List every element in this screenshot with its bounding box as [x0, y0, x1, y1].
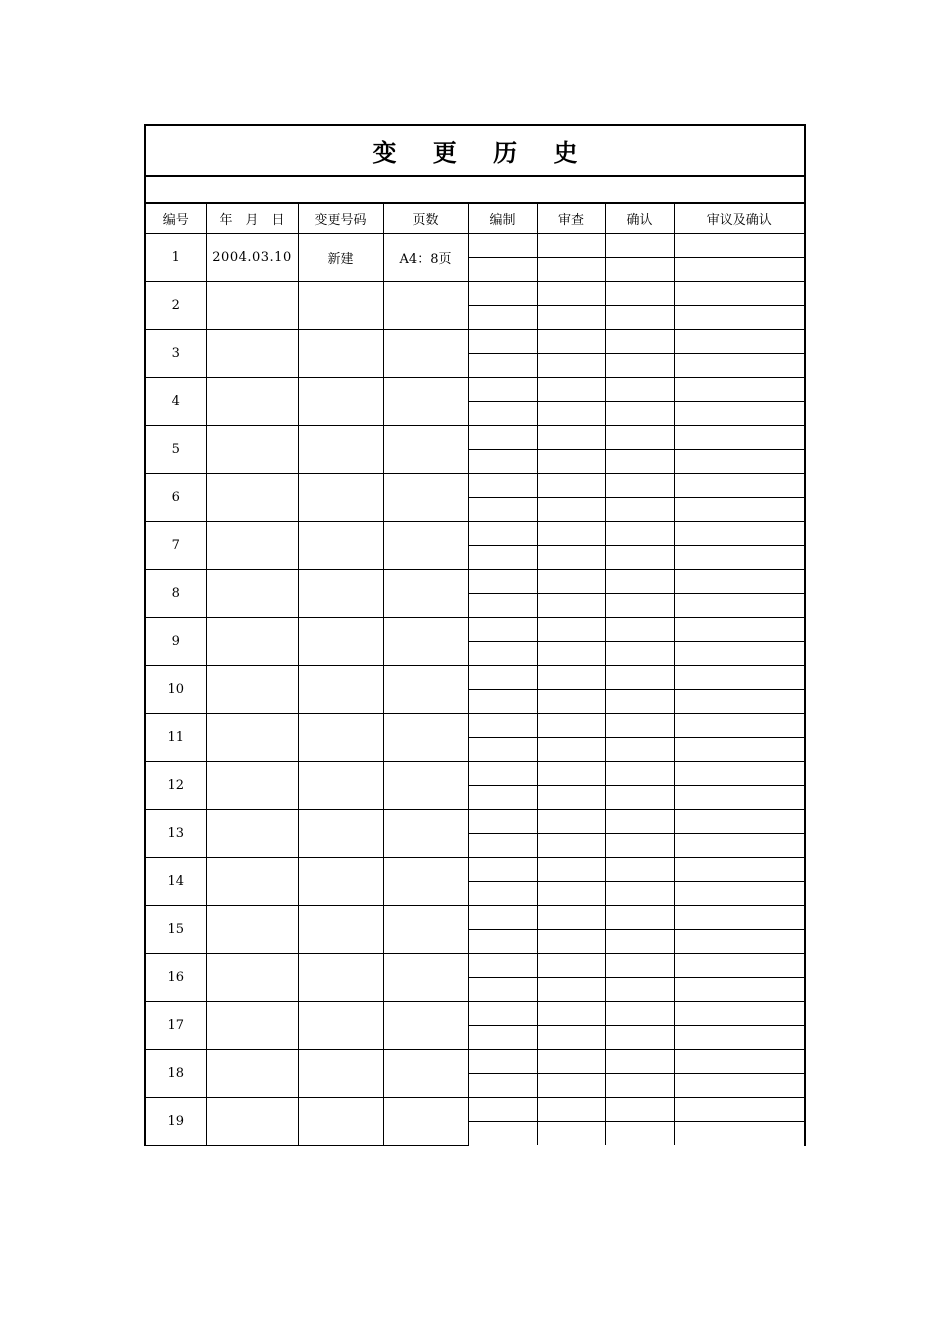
prepared-cell[interactable] [468, 977, 537, 1001]
reviewed-cell[interactable] [537, 833, 605, 857]
approval-cell[interactable] [674, 281, 804, 305]
reviewed-cell[interactable] [537, 521, 605, 545]
prepared-cell[interactable] [468, 953, 537, 977]
confirmed-cell[interactable] [605, 281, 674, 305]
date-cell[interactable] [206, 761, 298, 809]
reviewed-cell[interactable] [537, 641, 605, 665]
pages-cell[interactable] [383, 665, 468, 713]
approval-cell[interactable] [674, 833, 804, 857]
date-cell[interactable] [206, 617, 298, 665]
reviewed-cell[interactable] [537, 473, 605, 497]
confirmed-cell[interactable] [605, 1097, 674, 1121]
change-number-cell[interactable] [298, 953, 383, 1001]
pages-cell[interactable] [383, 473, 468, 521]
change-history-table [146, 204, 804, 1146]
prepared-cell[interactable] [468, 425, 537, 449]
pages-cell[interactable] [383, 809, 468, 857]
confirmed-cell[interactable] [605, 545, 674, 569]
change-number-cell[interactable] [298, 809, 383, 857]
approval-cell[interactable] [674, 809, 804, 833]
reviewed-cell[interactable] [537, 545, 605, 569]
number-cell[interactable]: 12 [146, 761, 206, 809]
header-confirmed: 确认 [605, 204, 674, 233]
number-cell[interactable]: 15 [146, 905, 206, 953]
prepared-cell[interactable] [468, 233, 537, 257]
reviewed-cell[interactable] [537, 497, 605, 521]
confirmed-cell[interactable] [605, 257, 674, 281]
confirmed-cell[interactable] [605, 809, 674, 833]
pages-cell[interactable] [383, 521, 468, 569]
approval-cell[interactable] [674, 521, 804, 545]
pages-cell[interactable] [383, 953, 468, 1001]
number-cell[interactable]: 9 [146, 617, 206, 665]
table-row [146, 233, 804, 257]
confirmed-cell[interactable] [605, 857, 674, 881]
pages-cell[interactable] [383, 425, 468, 473]
prepared-cell[interactable] [468, 905, 537, 929]
confirmed-cell[interactable] [605, 1121, 674, 1145]
confirmed-cell[interactable] [605, 401, 674, 425]
reviewed-cell[interactable] [537, 689, 605, 713]
approval-cell[interactable] [674, 473, 804, 497]
header-date: 年 月 日 [206, 204, 298, 233]
prepared-cell[interactable] [468, 857, 537, 881]
approval-cell[interactable] [674, 713, 804, 737]
prepared-cell[interactable] [468, 1049, 537, 1073]
change-number-cell[interactable] [298, 1097, 383, 1145]
prepared-cell[interactable] [468, 521, 537, 545]
confirmed-cell[interactable] [605, 1025, 674, 1049]
approval-cell[interactable] [674, 785, 804, 809]
pages-cell[interactable]: A4：8页 [383, 233, 468, 281]
reviewed-cell[interactable] [537, 449, 605, 473]
confirmed-cell[interactable] [605, 377, 674, 401]
prepared-cell[interactable] [468, 497, 537, 521]
change-number-cell[interactable] [298, 473, 383, 521]
approval-cell[interactable] [674, 665, 804, 689]
reviewed-cell[interactable] [537, 1025, 605, 1049]
approval-cell[interactable] [674, 1025, 804, 1049]
number-cell[interactable]: 2 [146, 281, 206, 329]
reviewed-cell[interactable] [537, 401, 605, 425]
change-number-cell[interactable] [298, 329, 383, 377]
confirmed-cell[interactable] [605, 665, 674, 689]
approval-cell[interactable] [674, 1121, 804, 1145]
reviewed-cell[interactable] [537, 233, 605, 257]
header-pages: 页数 [383, 204, 468, 233]
confirmed-cell[interactable] [605, 713, 674, 737]
prepared-cell[interactable] [468, 281, 537, 305]
approval-cell[interactable] [674, 953, 804, 977]
confirmed-cell[interactable] [605, 785, 674, 809]
number-cell[interactable]: 14 [146, 857, 206, 905]
table-row [146, 1049, 804, 1073]
blank-row [146, 177, 804, 204]
confirmed-cell[interactable] [605, 617, 674, 641]
pages-cell[interactable] [383, 905, 468, 953]
header-row [146, 204, 804, 233]
reviewed-cell[interactable] [537, 593, 605, 617]
confirmed-cell[interactable] [605, 593, 674, 617]
change-number-cell[interactable] [298, 713, 383, 761]
table-row [146, 521, 804, 545]
approval-cell[interactable] [674, 977, 804, 1001]
prepared-cell[interactable] [468, 689, 537, 713]
approval-cell[interactable] [674, 761, 804, 785]
reviewed-cell[interactable] [537, 857, 605, 881]
date-cell[interactable] [206, 473, 298, 521]
number-cell[interactable]: 17 [146, 1001, 206, 1049]
approval-cell[interactable] [674, 641, 804, 665]
form-title: 变 更 历 史 [146, 126, 804, 177]
reviewed-cell[interactable] [537, 905, 605, 929]
table-row [146, 1001, 804, 1025]
header-change-number: 变更号码 [298, 204, 383, 233]
reviewed-cell[interactable] [537, 1073, 605, 1097]
confirmed-cell[interactable] [605, 473, 674, 497]
change-number-cell[interactable]: 新建 [298, 233, 383, 281]
prepared-cell[interactable] [468, 569, 537, 593]
prepared-cell[interactable] [468, 833, 537, 857]
change-number-cell[interactable] [298, 1049, 383, 1097]
prepared-cell[interactable] [468, 785, 537, 809]
approval-cell[interactable] [674, 1097, 804, 1121]
reviewed-cell[interactable] [537, 305, 605, 329]
pages-cell[interactable] [383, 1049, 468, 1097]
table-row [146, 713, 804, 737]
approval-cell[interactable] [674, 377, 804, 401]
reviewed-cell[interactable] [537, 569, 605, 593]
approval-cell[interactable] [674, 353, 804, 377]
reviewed-cell[interactable] [537, 713, 605, 737]
prepared-cell[interactable] [468, 641, 537, 665]
change-number-cell[interactable] [298, 569, 383, 617]
prepared-cell[interactable] [468, 617, 537, 641]
reviewed-cell[interactable] [537, 329, 605, 353]
prepared-cell[interactable] [468, 545, 537, 569]
date-cell[interactable] [206, 809, 298, 857]
confirmed-cell[interactable] [605, 425, 674, 449]
date-cell[interactable]: 2004.03.10 [206, 233, 298, 281]
reviewed-cell[interactable] [537, 377, 605, 401]
number-cell[interactable]: 19 [146, 1097, 206, 1145]
approval-cell[interactable] [674, 497, 804, 521]
change-number-cell[interactable] [298, 857, 383, 905]
table-row [146, 665, 804, 689]
approval-cell[interactable] [674, 929, 804, 953]
approval-cell[interactable] [674, 881, 804, 905]
date-cell[interactable] [206, 1001, 298, 1049]
approval-cell[interactable] [674, 449, 804, 473]
confirmed-cell[interactable] [605, 497, 674, 521]
number-cell[interactable]: 1 [146, 233, 206, 281]
prepared-cell[interactable] [468, 1025, 537, 1049]
confirmed-cell[interactable] [605, 761, 674, 785]
change-history-form [144, 124, 806, 1146]
header-approval: 审议及确认 [674, 204, 804, 233]
pages-cell[interactable] [383, 857, 468, 905]
number-cell[interactable]: 18 [146, 1049, 206, 1097]
number-cell[interactable]: 3 [146, 329, 206, 377]
change-number-cell[interactable] [298, 761, 383, 809]
pages-cell[interactable] [383, 617, 468, 665]
date-cell[interactable] [206, 1097, 298, 1145]
date-cell[interactable] [206, 425, 298, 473]
table-row [146, 761, 804, 785]
reviewed-cell[interactable] [537, 1001, 605, 1025]
date-cell[interactable] [206, 857, 298, 905]
reviewed-cell[interactable] [537, 1097, 605, 1121]
confirmed-cell[interactable] [605, 833, 674, 857]
reviewed-cell[interactable] [537, 953, 605, 977]
approval-cell[interactable] [674, 905, 804, 929]
confirmed-cell[interactable] [605, 569, 674, 593]
pages-cell[interactable] [383, 329, 468, 377]
change-number-cell[interactable] [298, 425, 383, 473]
date-cell[interactable] [206, 281, 298, 329]
approval-cell[interactable] [674, 593, 804, 617]
confirmed-cell[interactable] [605, 449, 674, 473]
header-prepared: 编制 [468, 204, 537, 233]
date-cell[interactable] [206, 377, 298, 425]
approval-cell[interactable] [674, 401, 804, 425]
date-cell[interactable] [206, 521, 298, 569]
prepared-cell[interactable] [468, 473, 537, 497]
approval-cell[interactable] [674, 329, 804, 353]
reviewed-cell[interactable] [537, 1049, 605, 1073]
approval-cell[interactable] [674, 1073, 804, 1097]
number-cell[interactable]: 10 [146, 665, 206, 713]
approval-cell[interactable] [674, 1001, 804, 1025]
confirmed-cell[interactable] [605, 521, 674, 545]
pages-cell[interactable] [383, 569, 468, 617]
approval-cell[interactable] [674, 425, 804, 449]
confirmed-cell[interactable] [605, 305, 674, 329]
approval-cell[interactable] [674, 617, 804, 641]
change-number-cell[interactable] [298, 377, 383, 425]
number-cell[interactable]: 5 [146, 425, 206, 473]
prepared-cell[interactable] [468, 257, 537, 281]
confirmed-cell[interactable] [605, 977, 674, 1001]
confirmed-cell[interactable] [605, 353, 674, 377]
date-cell[interactable] [206, 953, 298, 1001]
reviewed-cell[interactable] [537, 785, 605, 809]
pages-cell[interactable] [383, 713, 468, 761]
approval-cell[interactable] [674, 257, 804, 281]
reviewed-cell[interactable] [537, 809, 605, 833]
number-cell[interactable]: 6 [146, 473, 206, 521]
pages-cell[interactable] [383, 761, 468, 809]
prepared-cell[interactable] [468, 593, 537, 617]
table-row [146, 953, 804, 977]
prepared-cell[interactable] [468, 809, 537, 833]
prepared-cell[interactable] [468, 929, 537, 953]
change-number-cell[interactable] [298, 665, 383, 713]
prepared-cell[interactable] [468, 353, 537, 377]
approval-cell[interactable] [674, 233, 804, 257]
confirmed-cell[interactable] [605, 233, 674, 257]
table-row [146, 425, 804, 449]
date-cell[interactable] [206, 569, 298, 617]
table-row [146, 281, 804, 305]
approval-cell[interactable] [674, 737, 804, 761]
prepared-cell[interactable] [468, 1001, 537, 1025]
header-number: 编号 [146, 204, 206, 233]
reviewed-cell[interactable] [537, 617, 605, 641]
confirmed-cell[interactable] [605, 737, 674, 761]
number-cell[interactable]: 4 [146, 377, 206, 425]
approval-cell[interactable] [674, 569, 804, 593]
prepared-cell[interactable] [468, 1097, 537, 1121]
confirmed-cell[interactable] [605, 329, 674, 353]
pages-cell[interactable] [383, 377, 468, 425]
change-number-cell[interactable] [298, 617, 383, 665]
prepared-cell[interactable] [468, 737, 537, 761]
confirmed-cell[interactable] [605, 905, 674, 929]
pages-cell[interactable] [383, 1001, 468, 1049]
confirmed-cell[interactable] [605, 641, 674, 665]
confirmed-cell[interactable] [605, 689, 674, 713]
table-row [146, 617, 804, 641]
table-row [146, 473, 804, 497]
confirmed-cell[interactable] [605, 1001, 674, 1025]
reviewed-cell[interactable] [537, 353, 605, 377]
reviewed-cell[interactable] [537, 257, 605, 281]
prepared-cell[interactable] [468, 881, 537, 905]
date-cell[interactable] [206, 1049, 298, 1097]
change-number-cell[interactable] [298, 905, 383, 953]
reviewed-cell[interactable] [537, 881, 605, 905]
change-number-cell[interactable] [298, 281, 383, 329]
confirmed-cell[interactable] [605, 1073, 674, 1097]
table-row [146, 569, 804, 593]
confirmed-cell[interactable] [605, 881, 674, 905]
date-cell[interactable] [206, 665, 298, 713]
reviewed-cell[interactable] [537, 281, 605, 305]
reviewed-cell[interactable] [537, 761, 605, 785]
table-row [146, 377, 804, 401]
reviewed-cell[interactable] [537, 1121, 605, 1145]
header-reviewed: 审查 [537, 204, 605, 233]
reviewed-cell[interactable] [537, 977, 605, 1001]
table-row [146, 809, 804, 833]
date-cell[interactable] [206, 905, 298, 953]
reviewed-cell[interactable] [537, 425, 605, 449]
date-cell[interactable] [206, 713, 298, 761]
change-number-cell[interactable] [298, 1001, 383, 1049]
prepared-cell[interactable] [468, 713, 537, 737]
reviewed-cell[interactable] [537, 929, 605, 953]
number-cell[interactable]: 8 [146, 569, 206, 617]
prepared-cell[interactable] [468, 761, 537, 785]
pages-cell[interactable] [383, 281, 468, 329]
prepared-cell[interactable] [468, 401, 537, 425]
reviewed-cell[interactable] [537, 737, 605, 761]
number-cell[interactable]: 16 [146, 953, 206, 1001]
confirmed-cell[interactable] [605, 1049, 674, 1073]
prepared-cell[interactable] [468, 449, 537, 473]
prepared-cell[interactable] [468, 305, 537, 329]
date-cell[interactable] [206, 329, 298, 377]
pages-cell[interactable] [383, 1097, 468, 1145]
prepared-cell[interactable] [468, 1121, 537, 1145]
change-number-cell[interactable] [298, 521, 383, 569]
approval-cell[interactable] [674, 689, 804, 713]
confirmed-cell[interactable] [605, 929, 674, 953]
confirmed-cell[interactable] [605, 953, 674, 977]
approval-cell[interactable] [674, 1049, 804, 1073]
approval-cell[interactable] [674, 545, 804, 569]
table-row [146, 857, 804, 881]
number-cell[interactable]: 7 [146, 521, 206, 569]
prepared-cell[interactable] [468, 329, 537, 353]
reviewed-cell[interactable] [537, 665, 605, 689]
number-cell[interactable]: 11 [146, 713, 206, 761]
approval-cell[interactable] [674, 305, 804, 329]
prepared-cell[interactable] [468, 377, 537, 401]
prepared-cell[interactable] [468, 665, 537, 689]
table-row [146, 905, 804, 929]
approval-cell[interactable] [674, 857, 804, 881]
table-row [146, 1097, 804, 1121]
table-row [146, 329, 804, 353]
prepared-cell[interactable] [468, 1073, 537, 1097]
number-cell[interactable]: 13 [146, 809, 206, 857]
